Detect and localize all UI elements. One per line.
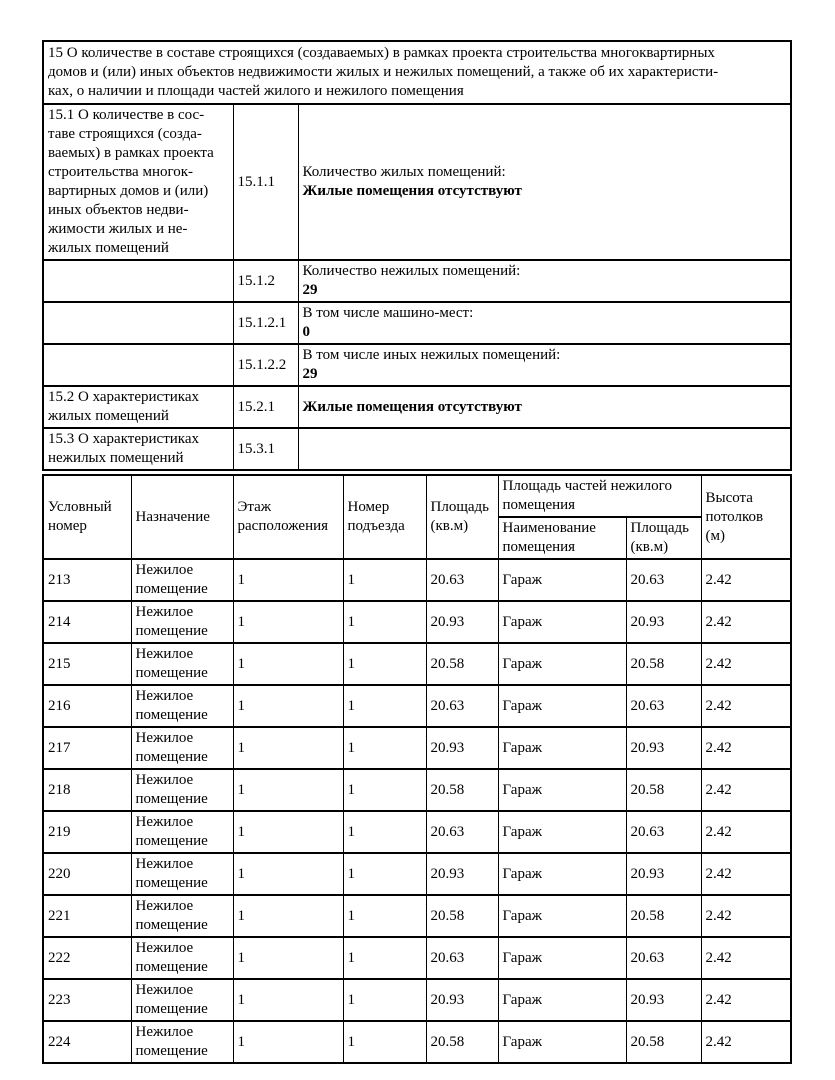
cell-floor: 1 xyxy=(233,853,343,895)
cell-part-name: Гараж xyxy=(498,853,626,895)
table-row xyxy=(43,937,791,979)
info-row-label: 15.2 О характеристиках жилых помещений xyxy=(43,386,233,428)
cell-area: 20.93 xyxy=(426,979,498,1021)
info-row-content xyxy=(298,386,791,428)
info-row-code: 15.1.2.2 xyxy=(233,344,298,386)
cell-part-area: 20.93 xyxy=(626,853,701,895)
info-row-value: Жилые помещения отсутствуют xyxy=(302,398,522,415)
cell-part-name: Гараж xyxy=(498,979,626,1021)
cell-part-area: 20.58 xyxy=(626,1021,701,1063)
cell-ceiling-height: 2.42 xyxy=(701,685,791,727)
cell-unit-number: 216 xyxy=(43,685,131,727)
cell-floor: 1 xyxy=(233,979,343,1021)
cell-entrance: 1 xyxy=(343,937,426,979)
cell-ceiling-height: 2.42 xyxy=(701,895,791,937)
cell-area: 20.63 xyxy=(426,937,498,979)
info-row-label: 15.1 О количестве в сос- таве строящихся (созда- ваемых) в рамках проекта строительства многок- вартирных домов и (или) иных объектов недви- жимости жилых и не- жилых помещений xyxy=(43,104,233,260)
info-row-value: 29 xyxy=(302,366,318,382)
info-row-15-1-2-2 xyxy=(43,344,791,386)
table-row xyxy=(43,1021,791,1063)
cell-part-area: 20.63 xyxy=(626,559,701,601)
info-row-content xyxy=(298,302,791,344)
cell-area: 20.93 xyxy=(426,727,498,769)
cell-purpose: Нежилое помещение xyxy=(131,895,233,937)
info-row-value: Жилые помещения отсутствуют xyxy=(302,183,522,199)
cell-unit-number: 219 xyxy=(43,811,131,853)
cell-entrance: 1 xyxy=(343,769,426,811)
cell-part-area: 20.63 xyxy=(626,811,701,853)
cell-floor: 1 xyxy=(233,643,343,685)
col-header-part-area: Площадь (кв.м) xyxy=(626,517,701,559)
cell-unit-number: 217 xyxy=(43,727,131,769)
cell-unit-number: 213 xyxy=(43,559,131,601)
info-row-15-2 xyxy=(43,386,791,428)
table-row xyxy=(43,853,791,895)
section-title: 15 О количестве в составе строящихся (создаваемых) в рамках проекта строительства многоквартирных домов и (или) иных объектов недвижимости жилых и нежилых помещений, а также об их характеристи- ках, о наличии и площади частей жилого и нежилого помещения xyxy=(43,41,791,104)
cell-floor: 1 xyxy=(233,811,343,853)
cell-ceiling-height: 2.42 xyxy=(701,853,791,895)
cell-entrance: 1 xyxy=(343,559,426,601)
col-header-purpose: Назначение xyxy=(131,475,233,559)
cell-purpose: Нежилое помещение xyxy=(131,979,233,1021)
cell-unit-number: 223 xyxy=(43,979,131,1021)
table-row xyxy=(43,979,791,1021)
cell-floor: 1 xyxy=(233,601,343,643)
info-row-label: 15.3 О характеристиках нежилых помещений xyxy=(43,428,233,470)
cell-ceiling-height: 2.42 xyxy=(701,643,791,685)
cell-area: 20.93 xyxy=(426,601,498,643)
cell-part-area: 20.93 xyxy=(626,979,701,1021)
cell-entrance: 1 xyxy=(343,853,426,895)
cell-purpose: Нежилое помещение xyxy=(131,559,233,601)
cell-purpose: Нежилое помещение xyxy=(131,937,233,979)
cell-part-name: Гараж xyxy=(498,601,626,643)
cell-ceiling-height: 2.42 xyxy=(701,559,791,601)
cell-ceiling-height: 2.42 xyxy=(701,1021,791,1063)
cell-entrance: 1 xyxy=(343,1021,426,1063)
cell-part-name: Гараж xyxy=(498,559,626,601)
cell-area: 20.58 xyxy=(426,643,498,685)
info-row-content xyxy=(298,344,791,386)
info-row-label xyxy=(43,344,233,386)
cell-purpose: Нежилое помещение xyxy=(131,1021,233,1063)
cell-unit-number: 215 xyxy=(43,643,131,685)
cell-part-area: 20.93 xyxy=(626,601,701,643)
cell-part-name: Гараж xyxy=(498,1021,626,1063)
col-header-floor: Этаж расположения xyxy=(233,475,343,559)
cell-unit-number: 221 xyxy=(43,895,131,937)
section-15-info-table xyxy=(42,40,792,471)
cell-unit-number: 218 xyxy=(43,769,131,811)
info-row-label xyxy=(43,302,233,344)
info-row-15-1 xyxy=(43,104,791,260)
cell-purpose: Нежилое помещение xyxy=(131,643,233,685)
col-header-ceiling-height: Высота потолков (м) xyxy=(701,475,791,559)
cell-area: 20.58 xyxy=(426,1021,498,1063)
col-header-area: Площадь (кв.м) xyxy=(426,475,498,559)
cell-purpose: Нежилое помещение xyxy=(131,685,233,727)
cell-unit-number: 214 xyxy=(43,601,131,643)
cell-part-area: 20.58 xyxy=(626,895,701,937)
cell-part-area: 20.63 xyxy=(626,685,701,727)
cell-ceiling-height: 2.42 xyxy=(701,769,791,811)
cell-entrance: 1 xyxy=(343,979,426,1021)
cell-part-area: 20.58 xyxy=(626,643,701,685)
info-row-content xyxy=(298,260,791,302)
table-row xyxy=(43,601,791,643)
premises-header-row-top xyxy=(43,475,791,517)
cell-entrance: 1 xyxy=(343,685,426,727)
col-header-part-name: Наименование помещения xyxy=(498,517,626,559)
info-row-value: 0 xyxy=(302,324,310,340)
cell-purpose: Нежилое помещение xyxy=(131,727,233,769)
cell-part-name: Гараж xyxy=(498,643,626,685)
cell-unit-number: 222 xyxy=(43,937,131,979)
cell-floor: 1 xyxy=(233,685,343,727)
col-header-entrance: Номер подъезда xyxy=(343,475,426,559)
info-row-code: 15.1.1 xyxy=(233,104,298,260)
cell-area: 20.58 xyxy=(426,895,498,937)
info-row-text: Количество жилых помещений: xyxy=(302,164,506,180)
info-row-value: 29 xyxy=(302,282,318,298)
cell-purpose: Нежилое помещение xyxy=(131,601,233,643)
info-row-15-1-2-1 xyxy=(43,302,791,344)
info-row-code: 15.3.1 xyxy=(233,428,298,470)
cell-area: 20.63 xyxy=(426,559,498,601)
cell-entrance: 1 xyxy=(343,811,426,853)
cell-purpose: Нежилое помещение xyxy=(131,853,233,895)
info-row-label xyxy=(43,260,233,302)
cell-area: 20.58 xyxy=(426,769,498,811)
cell-part-name: Гараж xyxy=(498,937,626,979)
col-header-unit-number: Условный номер xyxy=(43,475,131,559)
table-row xyxy=(43,727,791,769)
cell-part-name: Гараж xyxy=(498,727,626,769)
table-row xyxy=(43,559,791,601)
cell-purpose: Нежилое помещение xyxy=(131,769,233,811)
cell-floor: 1 xyxy=(233,769,343,811)
cell-area: 20.63 xyxy=(426,811,498,853)
cell-ceiling-height: 2.42 xyxy=(701,937,791,979)
table-row xyxy=(43,895,791,937)
cell-ceiling-height: 2.42 xyxy=(701,727,791,769)
cell-part-name: Гараж xyxy=(498,811,626,853)
cell-entrance: 1 xyxy=(343,601,426,643)
cell-unit-number: 220 xyxy=(43,853,131,895)
cell-floor: 1 xyxy=(233,895,343,937)
cell-purpose: Нежилое помещение xyxy=(131,811,233,853)
cell-part-name: Гараж xyxy=(498,769,626,811)
info-row-code: 15.1.2.1 xyxy=(233,302,298,344)
section-title-row xyxy=(43,41,791,104)
cell-entrance: 1 xyxy=(343,727,426,769)
info-row-text: В том числе иных нежилых помещений: xyxy=(302,347,561,363)
cell-floor: 1 xyxy=(233,727,343,769)
cell-ceiling-height: 2.42 xyxy=(701,811,791,853)
table-row xyxy=(43,685,791,727)
cell-part-area: 20.58 xyxy=(626,769,701,811)
cell-floor: 1 xyxy=(233,937,343,979)
cell-floor: 1 xyxy=(233,559,343,601)
premises-table xyxy=(42,474,792,1064)
info-row-content xyxy=(298,428,791,470)
info-row-content xyxy=(298,104,791,260)
info-row-15-1-2 xyxy=(43,260,791,302)
cell-entrance: 1 xyxy=(343,643,426,685)
document-page xyxy=(42,40,790,1064)
table-row xyxy=(43,811,791,853)
cell-floor: 1 xyxy=(233,1021,343,1063)
info-row-code: 15.2.1 xyxy=(233,386,298,428)
cell-part-name: Гараж xyxy=(498,895,626,937)
cell-entrance: 1 xyxy=(343,895,426,937)
cell-part-name: Гараж xyxy=(498,685,626,727)
cell-area: 20.93 xyxy=(426,853,498,895)
cell-part-area: 20.93 xyxy=(626,727,701,769)
cell-part-area: 20.63 xyxy=(626,937,701,979)
info-row-text: В том числе машино-мест: xyxy=(302,305,474,321)
info-row-code: 15.1.2 xyxy=(233,260,298,302)
info-row-15-3 xyxy=(43,428,791,470)
table-row xyxy=(43,769,791,811)
premises-table-body xyxy=(43,559,791,1063)
cell-unit-number: 224 xyxy=(43,1021,131,1063)
cell-ceiling-height: 2.42 xyxy=(701,979,791,1021)
info-row-text: Количество нежилых помещений: xyxy=(302,263,521,279)
table-row xyxy=(43,643,791,685)
col-header-parts-group: Площадь частей нежилого помещения xyxy=(498,475,701,517)
cell-area: 20.63 xyxy=(426,685,498,727)
cell-ceiling-height: 2.42 xyxy=(701,601,791,643)
